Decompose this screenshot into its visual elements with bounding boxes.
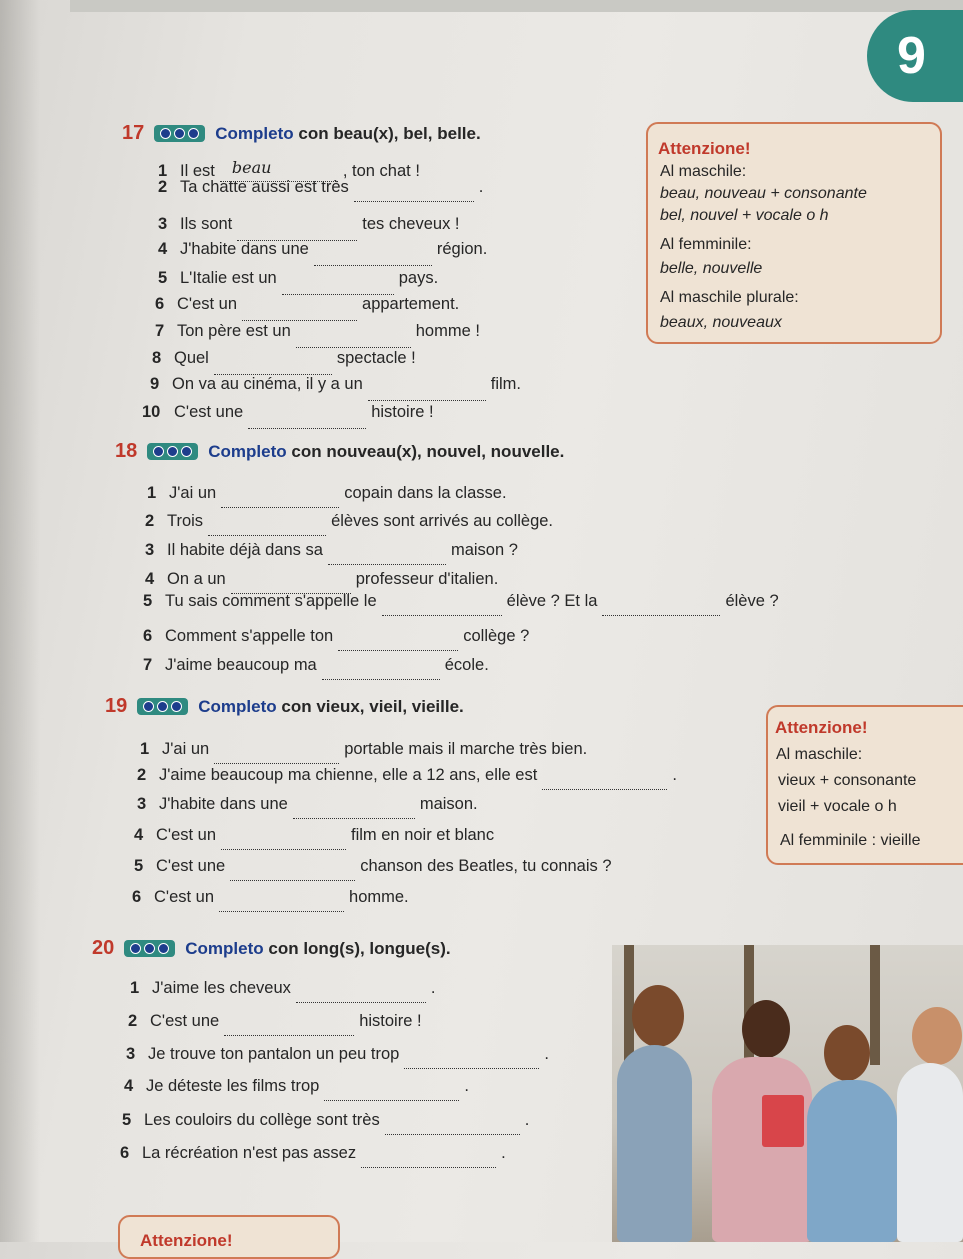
exercise-17-header (122, 122, 481, 145)
exercise-number: 18 (115, 440, 138, 462)
ex18-item: 4 On a un professeur d'italien. (145, 562, 498, 589)
box-text: bel, nouvel + vocale o h (660, 207, 829, 224)
ex18-item: 7 J'aime beaucoup ma école. (143, 650, 489, 675)
ex19-item: 3 J'habite dans une maison. (137, 795, 478, 814)
answer-blank[interactable] (224, 1034, 354, 1036)
answer-blank[interactable] (354, 200, 474, 202)
box-text: Al maschile plurale: (660, 289, 799, 306)
attention-box-bottom (118, 1215, 340, 1259)
handwritten-answer: beau (231, 158, 272, 177)
ex17-item: 6 C'est un appartement. (155, 285, 459, 314)
ex17-item: 1 Il est beau , ton chat ! (158, 158, 420, 180)
answer-blank[interactable] (293, 817, 415, 819)
attention-title: Attenzione! (658, 139, 751, 158)
answer-blank[interactable] (324, 1099, 459, 1101)
answer-blank[interactable] (382, 614, 502, 616)
box-text: Al femminile: (660, 236, 752, 253)
ex19-item: 5 C'est une chanson des Beatles, tu connais ? (134, 857, 612, 876)
page-gutter-shadow (0, 0, 40, 1242)
ex17-item: 2 Ta chatte aussi est très . (158, 178, 483, 197)
ex20-item: 3 Je trouve ton pantalon un peu trop . (126, 1045, 549, 1064)
ex20-item: 2 C'est une histoire ! (128, 1012, 422, 1031)
answer-blank[interactable] (296, 1001, 426, 1003)
exercise-instruction: Completo con nouveau(x), nouvel, nouvelle. (208, 441, 565, 461)
ex20-item: 6 La récréation n'est pas assez . (120, 1144, 506, 1163)
difficulty-dots-icon (124, 940, 175, 957)
difficulty-dots-icon (154, 125, 205, 142)
box-text: beau, nouveau + consonante (660, 185, 867, 202)
answer-blank[interactable] (230, 879, 355, 881)
attention-title: Attenzione! (140, 1231, 233, 1250)
answer-blank[interactable] (404, 1067, 539, 1069)
box-text: Al femminile : vieille (780, 832, 921, 849)
exercise-18-header (115, 440, 564, 463)
ex20-item: 1 J'aime les cheveux . (130, 979, 435, 998)
answer-blank[interactable] (248, 427, 366, 429)
attention-title: Attenzione! (775, 718, 868, 737)
box-text: belle, nouvelle (660, 260, 763, 277)
ex17-item: 3 Ils sont tes cheveux ! (158, 205, 460, 234)
box-text: vieil + vocale o h (778, 798, 897, 815)
answer-blank[interactable] (542, 788, 667, 790)
exercise-instruction: Completo con long(s), longue(s). (185, 938, 451, 958)
top-band (70, 0, 963, 12)
difficulty-dots-icon (137, 698, 188, 715)
exercise-number: 19 (105, 695, 128, 717)
ex17-item: 10 C'est une histoire ! (142, 395, 434, 422)
exercise-instruction: Completo con vieux, vieil, vieille. (198, 696, 464, 716)
ex17-item: 7 Ton père est un homme ! (155, 312, 480, 341)
ex17-item: 8 Quel spectacle ! (152, 339, 416, 368)
ex17-item: 4 J'habite dans une région. (158, 232, 487, 259)
ex17-item: 9 On va au cinéma, il y a un film. (150, 367, 521, 394)
answer-blank[interactable] (214, 762, 339, 764)
box-text: vieux + consonante (778, 772, 917, 789)
box-text: Al maschile: (660, 163, 747, 180)
answer-blank[interactable] (221, 848, 346, 850)
ex20-item: 5 Les couloirs du collège sont très . (122, 1111, 529, 1130)
exercise-number: 17 (122, 122, 145, 144)
exercise-20-header (92, 937, 451, 960)
ex19-item: 2 J'aime beaucoup ma chienne, elle a 12 ans, elle est . (137, 766, 677, 785)
ex19-item: 4 C'est un film en noir et blanc (134, 826, 494, 845)
exercise-19-header (105, 695, 464, 718)
ex17-item: 5 L'Italie est un pays. (158, 259, 438, 288)
answer-blank[interactable] (385, 1133, 520, 1135)
exercise-number: 20 (92, 937, 115, 959)
ex19-item: 6 C'est un homme. (132, 888, 409, 907)
ex19-item: 1 J'ai un portable mais il marche très bien. (140, 734, 587, 759)
answer-blank[interactable] (219, 910, 344, 912)
students-photo (612, 945, 963, 1242)
box-text: Al maschile: (776, 746, 863, 763)
answer-blank[interactable] (322, 678, 440, 680)
ex18-item: 6 Comment s'appelle ton collège ? (143, 621, 529, 646)
ex20-item: 4 Je déteste les films trop . (124, 1077, 469, 1096)
page-number: 9 (867, 10, 963, 102)
exercise-instruction: Completo con beau(x), bel, belle. (215, 123, 481, 143)
ex18-item: 2 Trois élèves sont arrivés au collège. (145, 504, 553, 531)
ex18-item: 3 Il habite déjà dans sa maison ? (145, 533, 518, 560)
ex18-item: 5 Tu sais comment s'appelle le élève ? Et la élève ? (143, 592, 779, 611)
answer-blank[interactable] (361, 1166, 496, 1168)
difficulty-dots-icon (147, 443, 198, 460)
ex18-item: 1 J'ai un copain dans la classe. (147, 476, 507, 503)
answer-blank[interactable] (602, 614, 720, 616)
box-text: beaux, nouveaux (660, 314, 782, 331)
